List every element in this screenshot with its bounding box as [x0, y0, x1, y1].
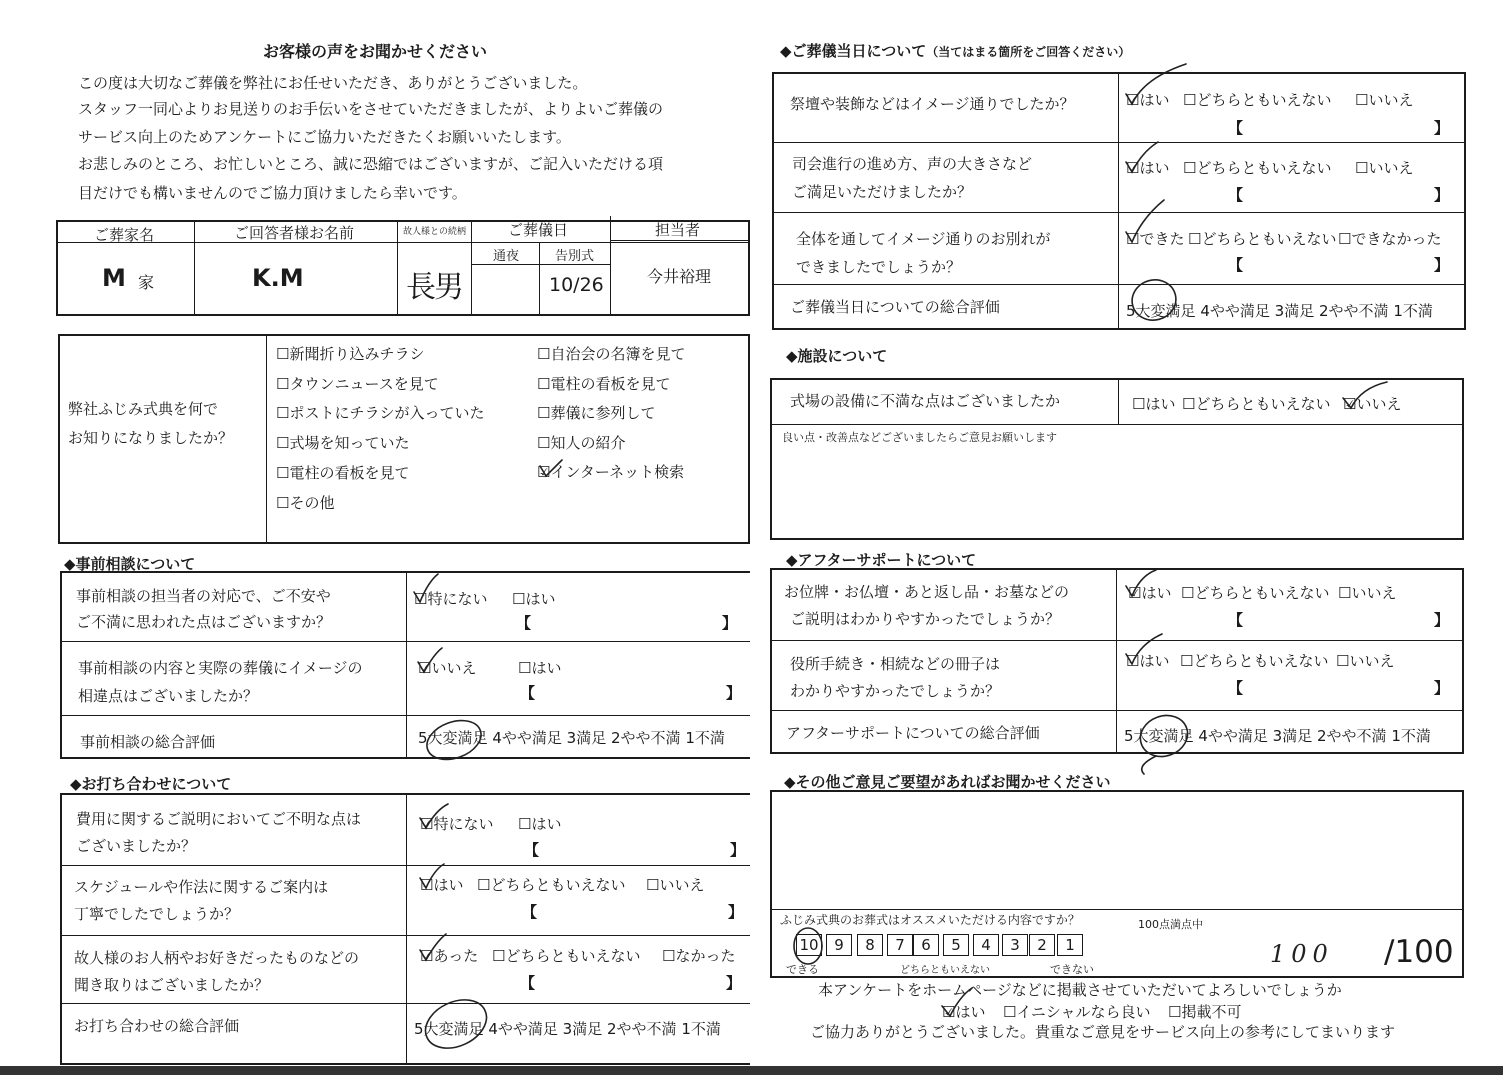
bracket-open: 【 [1228, 119, 1244, 137]
meeting-q1-line-2: ございましたか？ [76, 837, 197, 855]
bracket-close: 】 [1434, 679, 1450, 697]
day-q1-option-no[interactable]: ☐いいえ [1355, 91, 1414, 109]
pre-q1-option-none[interactable]: ☑特にない [414, 590, 488, 608]
intro-line-5: 目だけでも構いませんのでご協力頂けましたら幸いです。 [78, 184, 467, 202]
meeting-q3-option-no[interactable]: ☐なかった [662, 947, 736, 965]
facility-q1-option-no[interactable]: ☑いいえ [1343, 395, 1402, 413]
bracket-close: 】 [726, 684, 742, 702]
day-rating[interactable]: 5大変満足 4やや満足 3満足 2やや不満 1不満 [1126, 302, 1433, 320]
pre-overall-label: 事前相談の総合評価 [80, 733, 216, 751]
rating-circle [1135, 709, 1194, 763]
family-initial: M [102, 264, 126, 292]
day-q2-option-no[interactable]: ☐いいえ [1355, 159, 1414, 177]
intro-line-1: この度は大切なご葬儀を弊社にお任せいただき、ありがとうございました。 [78, 74, 588, 92]
recommend-question: ふじみ式典のお葬式はオススメいただける内容ですか？ [780, 913, 1080, 927]
intro-line-4: お悲しみのところ、お忙しいところ、誠に恐縮ではございますが、ご記入いただける項 [78, 155, 664, 173]
after-q1-option-no[interactable]: ☐いいえ [1338, 584, 1397, 602]
rating-circle [418, 991, 495, 1058]
day-q2-line-1: 司会進行の進め方、声の大きさなど [792, 155, 1033, 173]
header-relation: 故人様との続柄 [403, 227, 467, 237]
respondent-name: K.M [252, 264, 304, 292]
bracket-open: 【 [1228, 611, 1244, 629]
funeral-date: 10/26 [549, 274, 604, 296]
scale-cell[interactable]: 8 [857, 934, 883, 956]
bracket-close: 】 [1434, 119, 1450, 137]
check-mark [1126, 634, 1162, 664]
section-funeral-day: ◆ご葬儀当日について（当てはまる箇所をご回答ください） [780, 42, 1131, 60]
pre-q1-line-1: 事前相談の担当者の対応で、ご不安や [76, 587, 331, 605]
bracket-close: 】 [1434, 256, 1450, 274]
bracket-open: 【 [1228, 186, 1244, 204]
score-denominator: /100 [1384, 934, 1454, 970]
pre-q1-line-2: ご不満に思われた点はございますか？ [76, 613, 332, 631]
check-mark [414, 574, 438, 602]
after-q1-line-1: お位牌・お仏壇・あと返し品・お墓などの [784, 583, 1070, 601]
publish-option-no[interactable]: ☐掲載不可 [1168, 1003, 1242, 1021]
survey-title: お客様の声をお聞かせください [263, 42, 488, 61]
meeting-q1-option-yes[interactable]: ☐はい [518, 815, 562, 833]
pre-q2-line-2: 相違点はございましたか？ [78, 687, 259, 705]
score-handwritten: 100 [1270, 940, 1334, 968]
bracket-close: 】 [728, 903, 744, 921]
intro-line-3: サービス向上のためアンケートにご協力いただきたくお願いいたします。 [78, 128, 571, 146]
header-wake: 通夜 [493, 249, 520, 264]
facility-q1-option-neutral[interactable]: ☐どちらともいえない [1182, 395, 1331, 413]
after-q1-option-yes[interactable]: ☑はい [1128, 584, 1172, 602]
bracket-close: 】 [726, 974, 742, 992]
scale-cell[interactable]: 9 [826, 934, 852, 956]
after-q2-line-2: わかりやすかったでしょうか？ [790, 682, 1001, 700]
meeting-q3-option-neutral[interactable]: ☐どちらともいえない [492, 947, 641, 965]
meeting-q2-option-no[interactable]: ☐いいえ [646, 876, 705, 894]
after-overall-label: アフターサポートについての総合評価 [786, 724, 1040, 742]
source-option[interactable]: ☐その他 [276, 494, 335, 512]
check-mark [540, 460, 562, 476]
publish-option-initials[interactable]: ☐イニシャルなら良い [1003, 1003, 1151, 1021]
pre-q2-option-no[interactable]: ☑いいえ [418, 659, 477, 677]
source-option[interactable]: ☐電柱の看板を見て [276, 464, 410, 482]
day-q1-option-yes[interactable]: ☑はい [1126, 91, 1170, 109]
check-mark [942, 988, 972, 1016]
rating-circle [1128, 275, 1181, 325]
source-option[interactable]: ☐葬儀に参列して [537, 404, 656, 422]
scale-label-left: できる [786, 963, 819, 976]
after-q2-option-neutral[interactable]: ☐どちらともいえない [1180, 652, 1329, 670]
meeting-q2-line-2: 丁寧でしたでしょうか？ [74, 905, 240, 923]
scale-label-right: できない [1050, 963, 1094, 976]
check-mark [420, 864, 444, 888]
facility-note-label: 良い点・改善点などございましたらご意見お願いします [782, 431, 1057, 444]
pre-rating[interactable]: 5大変満足 4やや満足 3満足 2やや不満 1不満 [418, 729, 725, 747]
meeting-q2-line-1: スケジュールや作法に関するご案内は [74, 878, 329, 896]
scale-label-mid: どちらともいえない [900, 965, 990, 976]
bracket-open: 【 [520, 974, 536, 992]
check-mark [418, 648, 442, 672]
source-option[interactable]: ☐ポストにチラシが入っていた [276, 404, 485, 422]
after-q2-line-1: 役所手続き・相続などの冊子は [790, 655, 1001, 673]
section-after-support: ◆アフターサポートについて [786, 551, 977, 569]
check-mark [1126, 570, 1156, 596]
day-q2-option-neutral[interactable]: ☐どちらともいえない [1183, 159, 1332, 177]
source-option[interactable]: ☐タウンニュースを見て [276, 375, 439, 393]
bracket-close: 】 [1434, 186, 1450, 204]
bracket-open: 【 [524, 841, 540, 859]
meeting-q2-option-yes[interactable]: ☑はい [420, 876, 464, 894]
day-q3-option-neutral[interactable]: ☐どちらともいえない [1188, 230, 1337, 248]
source-option[interactable]: ☐電柱の看板を見て [537, 375, 671, 393]
meeting-q2-option-neutral[interactable]: ☐どちらともいえない [477, 876, 626, 894]
pre-q2-line-1: 事前相談の内容と実際の葬儀にイメージの [78, 659, 363, 677]
meeting-q3-line-1: 故人様のお人柄やお好きだったものなどの [74, 949, 360, 967]
bracket-open: 【 [1228, 679, 1244, 697]
section-meeting: ◆お打ち合わせについて [70, 775, 232, 793]
bracket-open: 【 [1228, 256, 1244, 274]
bracket-open: 【 [520, 684, 536, 702]
scale-cell[interactable]: 7 [887, 934, 913, 956]
check-mark [1343, 382, 1387, 408]
check-mark [1126, 142, 1158, 172]
publish-question: 本アンケートをホームページなどに掲載させていただいてよろしいでしょうか [818, 981, 1342, 999]
scanner-edge [0, 1066, 1503, 1075]
check-mark [1126, 64, 1186, 104]
source-question-line-1: 弊社ふじみ式典を何で [68, 400, 219, 418]
thanks-message: ご協力ありがとうございました。貴重なご意見をサービス向上の参考にしてまいります [810, 1023, 1396, 1041]
meeting-overall-label: お打ち合わせの総合評価 [74, 1017, 240, 1035]
rating-circle [422, 714, 487, 767]
day-q2-line-2: ご満足いただけましたか？ [792, 183, 973, 201]
header-staff: 担当者 [655, 221, 701, 239]
source-option[interactable]: ☐自治会の名簿を見て [537, 345, 686, 363]
day-q1: 祭壇や装飾などはイメージ通りでしたか？ [790, 95, 1075, 113]
after-q2-option-no[interactable]: ☐いいえ [1336, 652, 1395, 670]
scale-cell[interactable]: 6 [913, 934, 939, 956]
after-rating[interactable]: 5大変満足 4やや満足 3満足 2やや不満 1不満 [1124, 727, 1431, 745]
check-mark [420, 934, 446, 960]
bracket-close: 】 [730, 841, 746, 859]
meeting-q3-option-yes[interactable]: ☑あった [420, 947, 479, 965]
meeting-q3-line-2: 聞き取りはございましたか？ [74, 976, 270, 994]
intro-line-2: スタッフ一同心よりお見送りのお手伝いをさせていただきましたが、よりよいご葬儀の [78, 100, 664, 118]
day-q3-option-yes[interactable]: ☑できた [1126, 230, 1185, 248]
meeting-rating[interactable]: 5大変満足 4やや満足 3満足 2やや不満 1不満 [414, 1020, 721, 1038]
check-mark [1126, 200, 1164, 242]
rating-circle [794, 928, 822, 964]
scale-cell[interactable]: 1 [1057, 934, 1083, 956]
day-q1-option-neutral[interactable]: ☐どちらともいえない [1183, 91, 1332, 109]
section-facility: ◆施設について [786, 347, 888, 365]
day-q2-option-yes[interactable]: ☑はい [1126, 159, 1170, 177]
check-mark [1142, 756, 1156, 774]
day-q3-option-no[interactable]: ☐できなかった [1338, 230, 1442, 248]
publish-option-yes[interactable]: ☑はい [942, 1003, 986, 1021]
source-option[interactable]: ☐知人の紹介 [537, 434, 626, 452]
meeting-q1-line-1: 費用に関するご説明においてご不明な点は [76, 810, 362, 828]
pre-q2-option-yes[interactable]: ☐はい [518, 659, 562, 677]
day-q3-line-2: できましたでしょうか？ [796, 258, 962, 276]
header-date: ご葬儀日 [508, 221, 569, 239]
scale-cell[interactable]: 10 [796, 934, 822, 956]
bracket-close: 】 [1434, 611, 1450, 629]
scale-cell[interactable]: 2 [1029, 934, 1055, 956]
section-other: ◆その他ご意見ご要望があればお聞かせください [784, 773, 1111, 791]
source-question-line-2: お知りになりましたか？ [68, 429, 234, 447]
facility-q1: 式場の設備に不満な点はございましたか [790, 392, 1061, 410]
staff-name: 今井裕理 [647, 267, 712, 286]
header-funeral: 告別式 [555, 249, 595, 264]
source-option-checked[interactable]: ☑インターネット検索 [537, 463, 685, 481]
source-option[interactable]: ☐式場を知っていた [276, 434, 410, 452]
after-q1-option-neutral[interactable]: ☐どちらともいえない [1181, 584, 1330, 602]
scale-cell[interactable]: 3 [1002, 934, 1028, 956]
after-q1-line-2: ご説明はわかりやすかったでしょうか？ [790, 610, 1061, 628]
header-respondent: ご回答者様お名前 [234, 224, 355, 242]
day-overall-label: ご葬儀当日についての総合評価 [790, 298, 1000, 316]
check-mark [420, 804, 448, 828]
header-family: ご葬家名 [94, 226, 155, 244]
day-q3-line-1: 全体を通してイメージ通りのお別れが [796, 230, 1051, 248]
bracket-open: 【 [516, 614, 532, 632]
meeting-q1-option-none[interactable]: ☑特にない [420, 815, 494, 833]
family-suffix: 家 [138, 273, 155, 292]
scale-cell[interactable]: 4 [973, 934, 999, 956]
facility-q1-option-yes[interactable]: ☐はい [1132, 395, 1176, 413]
scale-cell[interactable]: 5 [943, 934, 969, 956]
source-option[interactable]: ☐新聞折り込みチラシ [276, 345, 425, 363]
bracket-close: 】 [722, 614, 738, 632]
recommend-max-note: 100点満点中 [1138, 918, 1203, 931]
relation-handwritten: 長男 [406, 270, 462, 305]
bracket-open: 【 [522, 903, 538, 921]
after-q2-option-yes[interactable]: ☑はい [1126, 652, 1170, 670]
section-pre-consult: ◆事前相談について [64, 555, 196, 573]
pre-q1-option-yes[interactable]: ☐はい [512, 590, 556, 608]
